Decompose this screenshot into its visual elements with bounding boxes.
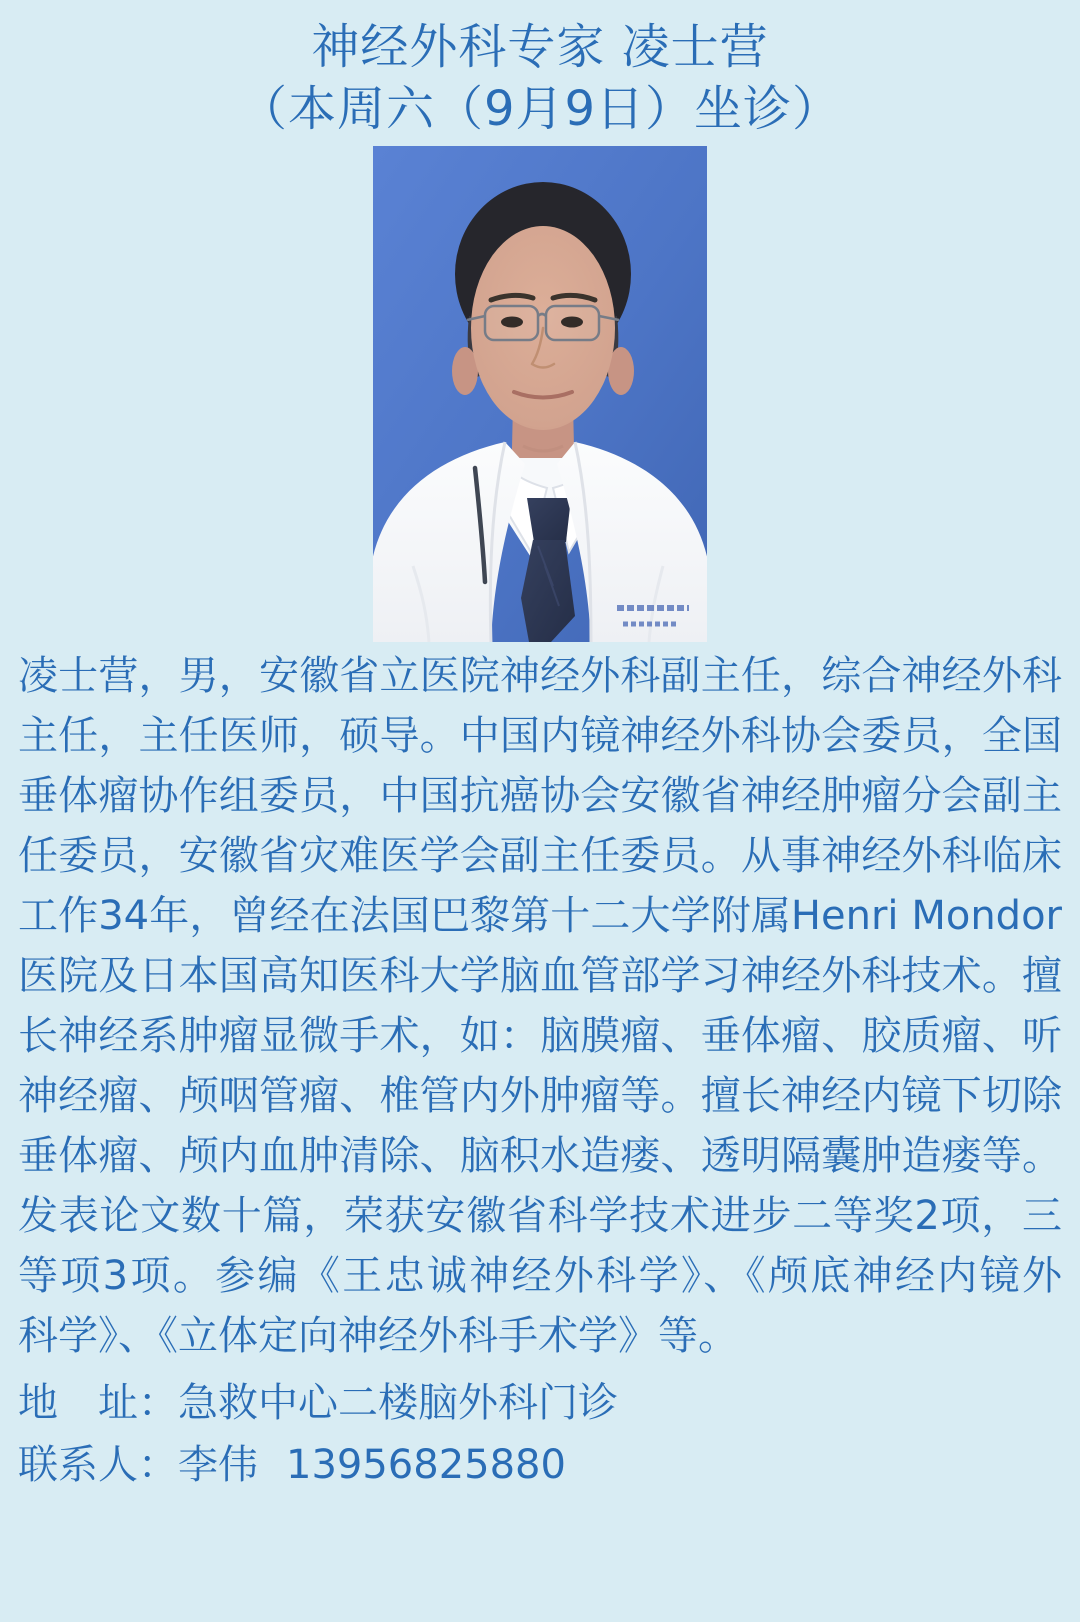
contact-person-name: 李伟 — [178, 1442, 258, 1488]
poster-header — [0, 0, 1080, 140]
bio-line: 发表论文数十篇，荣获安徽省科学技术进步二等奖2项，三 — [18, 1193, 1062, 1239]
bio-line: 垂体瘤、颅内血肿清除、脑积水造瘘、透明隔囊肿造瘘等。 — [18, 1133, 1062, 1179]
bio-line: 垂体瘤协作组委员，中国抗癌协会安徽省神经肿瘤分会副主 — [18, 773, 1062, 819]
bio-line: 等项3项。参编《王忠诚神经外科学》、《颅底神经内镜外 — [18, 1253, 1062, 1299]
bio-line: 医院及日本国高知医科大学脑血管部学习神经外科技术。擅 — [18, 953, 1062, 999]
bio-line: 神经瘤、颅咽管瘤、椎管内外肿瘤等。擅长神经内镜下切除 — [18, 1073, 1062, 1119]
address-label: 地 址： — [18, 1380, 178, 1426]
doctor-photo — [373, 146, 707, 642]
contact-info — [0, 1372, 1080, 1496]
address-value: 急救中心二楼脑外科门诊 — [178, 1380, 618, 1426]
contact-person-label: 联系人： — [18, 1442, 178, 1488]
contact-phone-number: 13956825880 — [286, 1442, 566, 1488]
bio-line: 长神经系肿瘤显微手术，如：脑膜瘤、垂体瘤、胶质瘤、听 — [18, 1013, 1062, 1059]
poster-subtitle-date: （本周六（9月9日）坐诊） — [238, 81, 842, 137]
bio-line: 凌士营，男，安徽省立医院神经外科副主任，综合神经外科 — [18, 653, 1062, 699]
bio-line: 主任，主任医师，硕导。中国内镜神经外科协会委员，全国 — [18, 713, 1062, 759]
contact-person-line — [18, 1434, 1062, 1496]
bio-line: 科学》、《立体定向神经外科手术学》等。 — [18, 1313, 738, 1359]
poster-title: 神经外科专家 凌士营 — [311, 19, 769, 75]
doctor-portrait-illustration — [373, 146, 707, 642]
bio-paragraph — [0, 646, 1080, 1366]
bio-line: 工作34年，曾经在法国巴黎第十二大学附属Henri Mondor — [18, 893, 1062, 939]
address-line — [18, 1372, 1062, 1434]
bio-line: 任委员，安徽省灾难医学会副主任委员。从事神经外科临床 — [18, 833, 1062, 879]
